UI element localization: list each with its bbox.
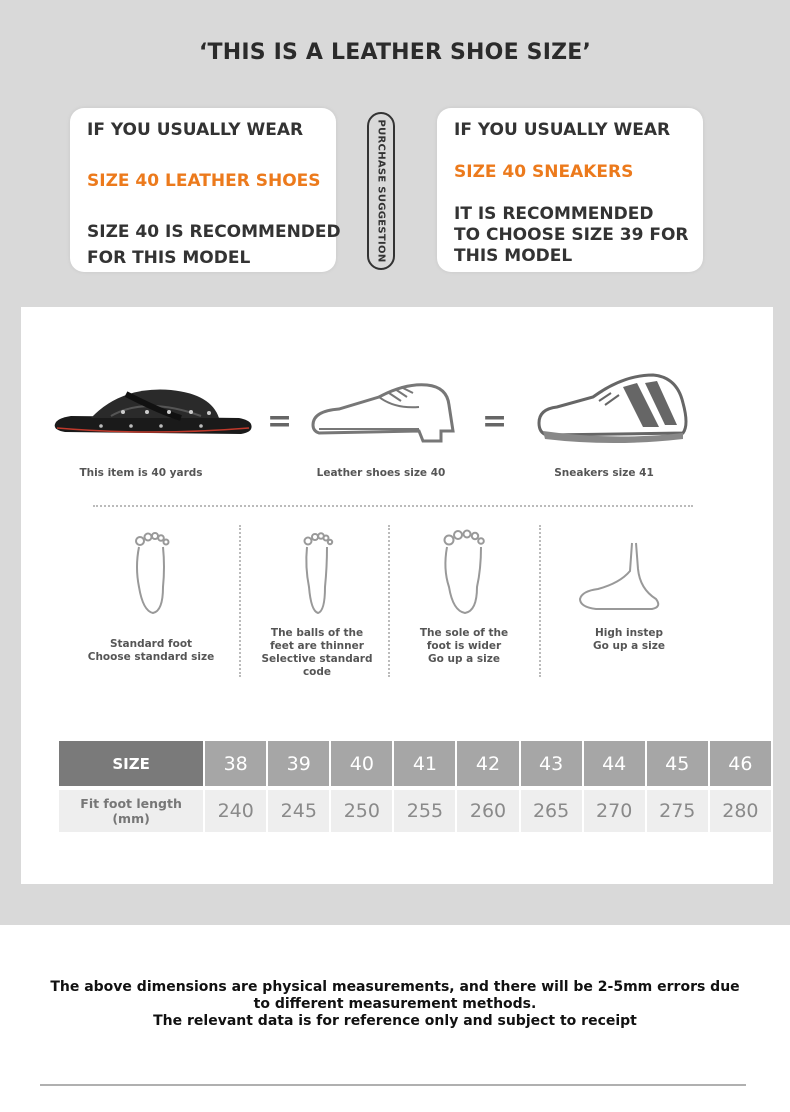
card-line: SIZE 40 IS RECOMMENDED bbox=[87, 222, 341, 242]
length-cell: 255 bbox=[394, 790, 455, 832]
size-table bbox=[57, 737, 773, 836]
wide-foot-icon bbox=[439, 525, 489, 617]
foot-caption-high-instep bbox=[549, 627, 709, 653]
size-cell: 42 bbox=[457, 741, 518, 786]
length-row bbox=[59, 790, 771, 832]
size-cell: 38 bbox=[205, 741, 266, 786]
foot-caption-wide bbox=[384, 627, 544, 666]
size-header: SIZE bbox=[59, 741, 203, 786]
caption-line: Go up a size bbox=[593, 640, 665, 652]
dotted-divider bbox=[93, 505, 693, 507]
card-highlight: SIZE 40 LEATHER SHOES bbox=[87, 171, 321, 191]
card-highlight: SIZE 40 SNEAKERS bbox=[454, 162, 634, 182]
length-cell: 250 bbox=[331, 790, 392, 832]
caption-line: The sole of the bbox=[419, 627, 509, 639]
size-cell: 45 bbox=[647, 741, 708, 786]
sneaker-caption: Sneakers size 41 bbox=[554, 467, 654, 479]
length-cell: 240 bbox=[205, 790, 266, 832]
measurement-disclaimer bbox=[40, 979, 750, 1030]
purchase-suggestion-label: PURCHASE SUGGESTION bbox=[375, 119, 387, 263]
footer-divider bbox=[40, 1084, 746, 1086]
length-cell: 245 bbox=[268, 790, 329, 832]
card-line: IT IS RECOMMENDED bbox=[454, 204, 654, 224]
caption-line: Go up a size bbox=[428, 653, 500, 665]
standard-foot-icon bbox=[129, 527, 173, 617]
purchase-suggestion-badge bbox=[367, 112, 395, 270]
card-line: IF YOU USUALLY WEAR bbox=[454, 120, 671, 140]
leather-shoe-suggestion-card bbox=[70, 108, 341, 272]
size-cell: 46 bbox=[710, 741, 771, 786]
high-instep-foot-icon bbox=[576, 539, 672, 613]
size-row bbox=[59, 741, 771, 786]
card-line: FOR THIS MODEL bbox=[87, 248, 251, 268]
card-line: TO CHOOSE SIZE 39 FOR bbox=[454, 225, 689, 245]
caption-line: Selective standard bbox=[261, 653, 373, 665]
size-cell: 43 bbox=[521, 741, 582, 786]
size-cell: 40 bbox=[331, 741, 392, 786]
length-cell: 280 bbox=[710, 790, 771, 832]
equals-sign: = bbox=[267, 404, 293, 439]
slide-sandal-icon bbox=[51, 382, 256, 442]
foot-caption-thin bbox=[237, 627, 397, 679]
size-guide-panel bbox=[21, 307, 773, 884]
size-cell: 44 bbox=[584, 741, 645, 786]
leather-shoe-icon bbox=[309, 375, 461, 447]
sneaker-suggestion-card bbox=[437, 108, 703, 272]
length-cell: 275 bbox=[647, 790, 708, 832]
caption-line: Choose standard size bbox=[87, 651, 215, 663]
equals-sign: = bbox=[482, 404, 508, 439]
disclaimer-line: to different measurement methods. bbox=[253, 996, 537, 1012]
size-cell: 41 bbox=[394, 741, 455, 786]
card-line: THIS MODEL bbox=[454, 246, 573, 266]
caption-line: feet are thinner bbox=[270, 640, 364, 652]
caption-line: Standard foot bbox=[109, 638, 193, 650]
card-line: IF YOU USUALLY WEAR bbox=[87, 120, 304, 140]
thin-foot-icon bbox=[295, 527, 339, 617]
length-cell: 265 bbox=[521, 790, 582, 832]
caption-line: High instep bbox=[594, 627, 663, 639]
item-caption: This item is 40 yards bbox=[79, 467, 203, 479]
caption-line: code bbox=[302, 666, 332, 678]
disclaimer-line: The relevant data is for reference only and subject to receipt bbox=[153, 1013, 637, 1029]
leather-shoe-caption: Leather shoes size 40 bbox=[316, 467, 446, 479]
disclaimer-line: The above dimensions are physical measurements, and there will be 2-5mm errors due bbox=[50, 979, 740, 995]
sneaker-icon bbox=[533, 367, 693, 449]
length-header: Fit foot length (mm) bbox=[59, 790, 203, 832]
foot-caption-standard bbox=[71, 638, 231, 664]
page-title: ‘THIS IS A LEATHER SHOE SIZE’ bbox=[198, 40, 592, 65]
size-cell: 39 bbox=[268, 741, 329, 786]
caption-line: foot is wider bbox=[426, 640, 502, 652]
length-cell: 270 bbox=[584, 790, 645, 832]
length-cell: 260 bbox=[457, 790, 518, 832]
caption-line: The balls of the bbox=[270, 627, 364, 639]
